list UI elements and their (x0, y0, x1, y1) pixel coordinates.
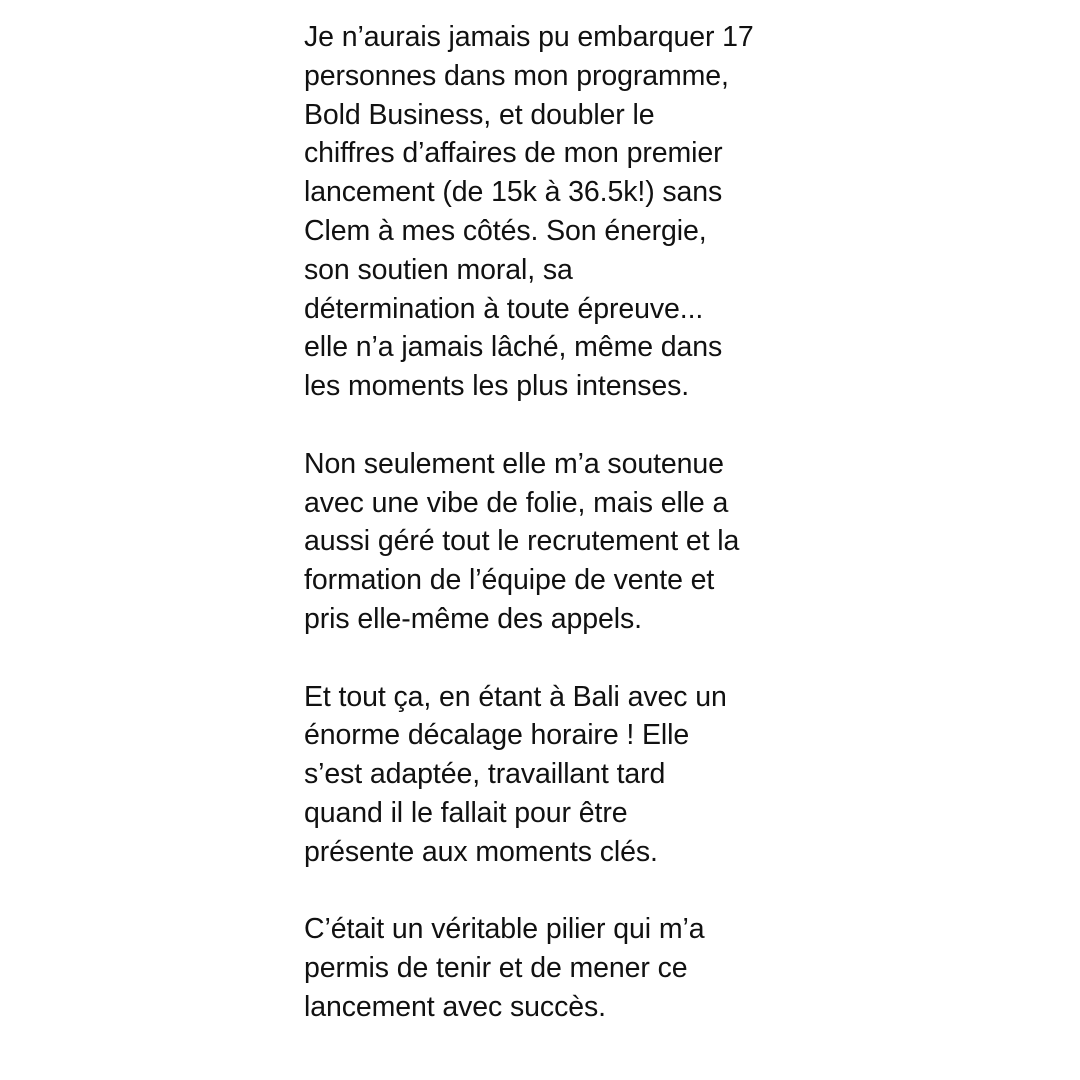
text-line: s’est adaptée, travaillant tard (304, 758, 666, 791)
text-line: avec une vibe de folie, mais elle a (304, 486, 729, 519)
text-line: Et tout ça, en étant à Bali avec un (304, 680, 727, 713)
text-line: présente aux moments clés. (304, 835, 658, 868)
text-line: quand il le fallait pour être (304, 796, 628, 829)
text-line: formation de l’équipe de vente et (304, 564, 715, 597)
paragraph-4 (304, 910, 824, 1026)
paragraph-1 (304, 18, 824, 406)
text-line: Bold Business, et doubler le (304, 98, 655, 131)
text-line: Clem à mes côtés. Son énergie, (304, 214, 707, 247)
text-line: chiffres d’affaires de mon premier (304, 137, 723, 170)
text-line: elle n’a jamais lâché, même dans (304, 331, 723, 364)
paragraph-3 (304, 678, 824, 872)
text-line: détermination à toute épreuve... (304, 292, 704, 325)
text-line: pris elle-même des appels. (304, 602, 642, 635)
text-line: son soutien moral, sa (304, 253, 573, 286)
text-line: lancement avec succès. (304, 990, 606, 1023)
testimonial-text (304, 18, 824, 1027)
text-line: Je n’aurais jamais pu embarquer 17 (304, 21, 754, 53)
text-line: les moments les plus intenses. (304, 370, 690, 403)
text-line: aussi géré tout le recrutement et la (304, 525, 740, 558)
text-line: Non seulement elle m’a soutenue (304, 447, 724, 480)
text-line: permis de tenir et de mener ce (304, 952, 688, 985)
text-line: C’était un véritable pilier qui m’a (304, 913, 705, 946)
text-line: lancement (de 15k à 36.5k!) sans (304, 176, 723, 209)
text-line: énorme décalage horaire ! Elle (304, 719, 690, 752)
paragraph-2 (304, 445, 824, 639)
text-line: personnes dans mon programme, (304, 59, 729, 92)
